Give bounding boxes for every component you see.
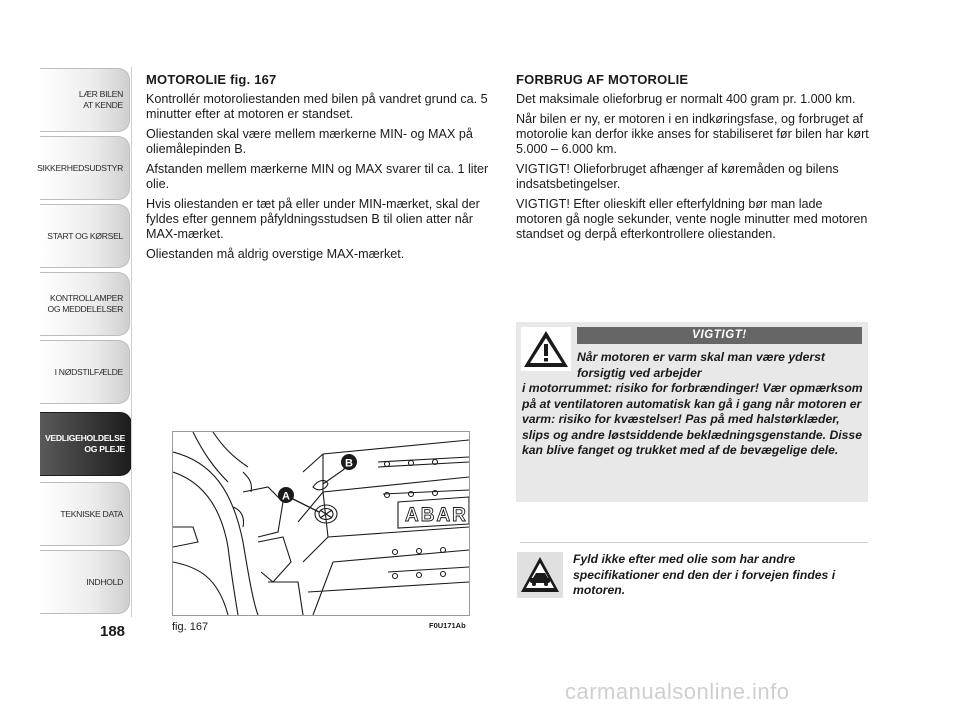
- paragraph: Hvis oliestanden er tæt på eller under MIN-mærket, skal der fyldes efter gennem påfyldningsstudsen B til olien atter når MAX-mærket.: [146, 197, 480, 241]
- tab-laer-bilen[interactable]: [40, 68, 130, 132]
- engine-badge: ABAR: [405, 505, 468, 526]
- tab-vedligeholdelse[interactable]: [40, 412, 132, 476]
- environment-note: [516, 542, 868, 602]
- tab-sikkerhedsudstyr[interactable]: [37, 136, 130, 200]
- tab-label: I NØDSTILFÆLDE: [54, 366, 123, 377]
- tab-label: START OG KØRSEL: [47, 230, 123, 241]
- tab-tekniske-data[interactable]: [40, 482, 130, 546]
- tab-label: VEDLIGEHOLDELSE OG PLEJE: [44, 433, 125, 454]
- page-number: 188: [100, 623, 126, 640]
- paragraph: Afstanden mellem mærkerne MIN og MAX svarer til ca. 1 liter olie.: [146, 162, 489, 191]
- warning-box: [516, 322, 868, 502]
- tab-label: TEKNISKE DATA: [60, 508, 123, 519]
- tab-indhold[interactable]: [40, 550, 130, 614]
- warning-text: [522, 350, 866, 459]
- left-column: [146, 72, 496, 267]
- environment-car-icon: [517, 552, 563, 598]
- tab-label: SIKKERHEDSUDSTYR: [37, 162, 123, 173]
- tab-start-og-koersel[interactable]: [40, 204, 130, 268]
- tab-kontrollamper[interactable]: [40, 272, 130, 336]
- paragraph: VIGTIGT! Olieforbruget afhænger af køremåden og bilens indsatsbetingelser.: [516, 162, 839, 191]
- tab-label: KONTROLLAMPER OG MEDDELELSER: [47, 293, 123, 314]
- paragraph: Oliestanden må aldrig overstige MAX-mærket.: [146, 247, 405, 261]
- callout-a: A: [282, 490, 290, 503]
- watermark: carmanualsonline.info: [565, 679, 790, 704]
- paragraph: Oliestanden skal være mellem mærkerne MIN- og MAX på oliemålepinden B.: [146, 127, 473, 156]
- paragraph: Når bilen er ny, er motoren i en indkøringsfase, og forbruget af motorolie kan derfor ikke anses for stabiliseret før bilen har kørt 5.000 – 6.000 km.: [516, 112, 869, 156]
- warning-first-line: Når motoren er varm skal man være yderst forsigtig ved arbejder: [577, 350, 825, 380]
- sidebar-divider: [131, 67, 132, 617]
- note-text: Fyld ikke efter med olie som har andre specifikationer end den der i forvejen findes i motoren.: [573, 552, 836, 597]
- paragraph: Kontrollér motoroliestanden med bilen på vandret grund ca. 5 minutter efter at motoren er standset.: [146, 92, 488, 121]
- right-column: [516, 72, 870, 247]
- section-heading: FORBRUG AF MOTOROLIE: [516, 72, 689, 87]
- section-heading: MOTOROLIE fig. 167: [146, 72, 277, 87]
- tab-label: INDHOLD: [86, 576, 123, 587]
- engine-figure: [172, 431, 470, 616]
- callout-b: B: [345, 457, 353, 470]
- tab-noedstilfaelde[interactable]: [40, 340, 130, 404]
- tab-label: LÆR BILEN AT KENDE: [78, 89, 123, 110]
- figure-caption: fig. 167: [172, 621, 209, 633]
- warning-header: VIGTIGT!: [577, 327, 862, 344]
- paragraph: VIGTIGT! Efter olieskift eller efterfyldning bør man lade motoren gå nogle sekunder, vente nogle minutter med motoren standset og derpå efterkontrollere oliestanden.: [516, 197, 868, 241]
- paragraph: Det maksimale olieforbrug er normalt 400 gram pr. 1.000 km.: [516, 92, 856, 106]
- warning-body: i motorrummet: risiko for forbrændinger! Vær opmærksom på at ventilatoren automatisk kan gå i gang når motoren er varm: risiko for kvæstelser! Pas på med halstørklæder, slips og andre løstsiddende beklædningsgenstande. Disse kan blive fanget og trukket med af de bevægelige dele.: [522, 381, 863, 457]
- note-divider: [520, 542, 868, 543]
- engine-illustration: [173, 432, 469, 615]
- figure-code: F0U171Ab: [429, 621, 466, 630]
